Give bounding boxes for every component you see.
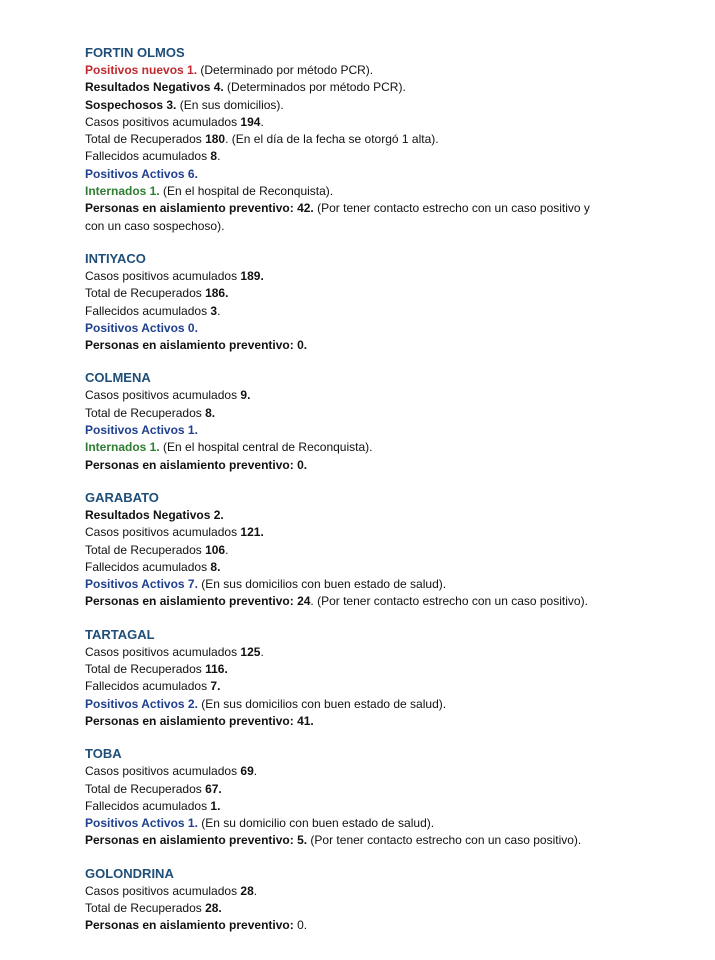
stat-line — [85, 320, 675, 337]
stat-line — [85, 79, 675, 96]
stat-line — [85, 285, 675, 302]
text-segment: Fallecidos acumulados — [85, 149, 211, 164]
text-segment: . (En el día de la fecha se otorgó 1 alta). — [225, 132, 439, 147]
section-title: FORTIN OLMOS — [85, 45, 185, 60]
stat-line — [85, 696, 675, 713]
stat-line — [85, 114, 675, 131]
stat-line — [85, 457, 675, 474]
text-segment: Positivos nuevos 1. — [85, 63, 198, 77]
stat-line — [85, 131, 675, 148]
text-segment: Resultados Negativos 2. — [85, 507, 224, 522]
text-segment: Positivos Activos 1. — [85, 816, 198, 831]
text-segment: 121. — [240, 525, 264, 540]
stat-line — [85, 148, 675, 165]
text-segment: (Por tener contacto estrecho con un caso positivo y — [313, 201, 590, 216]
section-title: COLMENA — [85, 370, 151, 386]
text-segment: 186. — [205, 286, 229, 301]
section-title: GOLONDRINA — [85, 865, 174, 881]
stat-line — [85, 644, 675, 661]
stat-line — [85, 593, 675, 610]
text-segment: Resultados Negativos 4. — [85, 80, 224, 95]
text-segment: Positivos Activos 6. — [85, 166, 198, 181]
stat-line — [85, 713, 675, 730]
text-segment: 189. — [240, 268, 264, 283]
text-segment: (En su domicilio con buen estado de salud). — [197, 816, 435, 831]
text-segment: Internados 1. — [85, 184, 160, 199]
text-segment: Personas en aislamiento preventivo: 0. — [85, 338, 308, 353]
text-segment: Positivos Activos 1. — [85, 423, 198, 438]
text-segment: (Determinados por método PCR). — [223, 80, 406, 95]
stat-line — [85, 815, 675, 832]
text-segment: 106 — [205, 542, 226, 557]
text-segment: . (Por tener contacto estrecho con un caso positivo). — [310, 594, 588, 609]
text-segment: . — [217, 149, 221, 164]
text-segment: 28. — [205, 900, 222, 915]
section-toba — [85, 745, 675, 849]
text-segment: 116. — [205, 662, 228, 677]
text-segment: 8. — [210, 559, 221, 574]
stat-line — [85, 542, 675, 559]
stat-line — [85, 218, 675, 235]
text-segment: (En sus domicilios con buen estado de salud). — [197, 696, 447, 711]
stat-line — [85, 900, 675, 917]
text-segment: Personas en aislamiento preventivo: 5. — [85, 833, 308, 848]
text-segment: Total de Recuperados — [85, 286, 206, 301]
text-segment: Casos positivos acumulados — [85, 388, 241, 403]
text-segment: 180 — [205, 132, 226, 147]
text-segment: Casos positivos acumulados — [85, 883, 241, 898]
text-segment: Personas en aislamiento preventivo: 41. — [85, 713, 314, 728]
stat-line — [85, 97, 675, 114]
text-segment: (Determinado por método PCR). — [197, 63, 374, 77]
text-segment: Sospechosos 3. — [85, 97, 177, 112]
text-segment: Internados 1. — [85, 440, 160, 455]
stat-line — [85, 405, 675, 422]
stat-line — [85, 524, 675, 541]
text-segment: Positivos Activos 0. — [85, 320, 198, 335]
text-segment: (Por tener contacto estrecho con un caso positivo). — [307, 833, 582, 848]
stat-line — [85, 303, 675, 320]
stat-line — [85, 832, 675, 849]
text-segment: 8. — [205, 405, 216, 420]
text-segment: Total de Recuperados — [85, 781, 206, 796]
text-segment: . — [260, 114, 264, 129]
text-segment: Positivos Activos 2. — [85, 696, 198, 711]
section-title: TOBA — [85, 746, 122, 762]
stat-line — [85, 439, 675, 456]
stat-line — [85, 62, 675, 79]
stat-line — [85, 661, 675, 678]
text-segment: Total de Recuperados — [85, 542, 206, 557]
text-segment: con un caso sospechoso). — [85, 218, 225, 233]
stat-line — [85, 798, 675, 815]
text-segment: . — [260, 644, 264, 659]
text-segment: 67. — [205, 781, 222, 796]
text-segment: Total de Recuperados — [85, 405, 206, 420]
text-segment: (En el hospital de Reconquista). — [159, 184, 334, 199]
stat-line — [85, 763, 675, 780]
section-golondrina — [85, 865, 675, 935]
text-segment: Casos positivos acumulados — [85, 114, 241, 129]
section-title: INTIYACO — [85, 250, 146, 266]
section-intiyaco — [85, 250, 675, 354]
text-segment: Total de Recuperados — [85, 132, 206, 147]
stat-line — [85, 781, 675, 798]
section-colmena — [85, 369, 675, 473]
text-segment: . — [253, 764, 258, 779]
text-segment: 69 — [240, 764, 254, 779]
text-segment: Positivos Activos 7. — [85, 577, 198, 592]
text-segment: . — [217, 303, 221, 318]
stat-line — [85, 166, 675, 183]
text-segment: 194 — [240, 114, 261, 129]
text-segment: 125 — [240, 644, 261, 659]
text-segment: Total de Recuperados — [85, 662, 206, 677]
stat-line — [85, 917, 675, 934]
text-segment: Personas en aislamiento preventivo: 42. — [85, 201, 314, 216]
stat-line — [85, 337, 675, 354]
stat-line — [85, 559, 675, 576]
text-segment: (En el hospital central de Reconquista). — [159, 440, 373, 455]
section-title: TARTAGAL — [85, 626, 155, 642]
text-segment: Casos positivos acumulados — [85, 764, 241, 779]
text-segment: Casos positivos acumulados — [85, 644, 241, 659]
stat-line — [85, 422, 675, 439]
text-segment: (En sus domicilios). — [176, 97, 284, 112]
stat-line — [85, 507, 675, 524]
text-segment: 28 — [240, 883, 254, 898]
stat-line — [85, 678, 675, 695]
text-segment: . — [253, 883, 258, 898]
text-segment: 1. — [210, 798, 221, 813]
section-title: GARABATO — [85, 489, 159, 505]
text-segment: 0. — [297, 918, 308, 933]
text-segment: . — [225, 542, 229, 557]
text-segment: Personas en aislamiento preventivo: 24 — [85, 594, 311, 609]
section-garabato — [85, 489, 675, 611]
text-segment: Casos positivos acumulados — [85, 525, 241, 540]
stat-line — [85, 200, 675, 217]
text-segment: Personas en aislamiento preventivo: — [85, 918, 298, 933]
text-segment: 9. — [240, 388, 251, 403]
text-segment: Fallecidos acumulados — [85, 798, 211, 813]
text-segment: Casos positivos acumulados — [85, 268, 241, 283]
stat-line — [85, 576, 675, 593]
stat-line — [85, 268, 675, 285]
text-segment: 8 — [210, 149, 218, 164]
text-segment: Total de Recuperados — [85, 900, 206, 915]
stat-line — [85, 883, 675, 900]
text-segment: (En sus domicilios con buen estado de salud). — [197, 577, 447, 592]
section-tartagal — [85, 626, 675, 730]
stat-line — [85, 387, 675, 404]
section-fortin-olmos — [85, 44, 675, 235]
stat-line — [85, 183, 675, 200]
text-segment: 3 — [210, 303, 218, 318]
text-segment: Fallecidos acumulados — [85, 559, 211, 574]
text-segment: Fallecidos acumulados — [85, 303, 211, 318]
text-segment: Personas en aislamiento preventivo: 0. — [85, 457, 308, 472]
text-segment: 7. — [210, 679, 221, 694]
text-segment: Fallecidos acumulados — [85, 679, 211, 694]
